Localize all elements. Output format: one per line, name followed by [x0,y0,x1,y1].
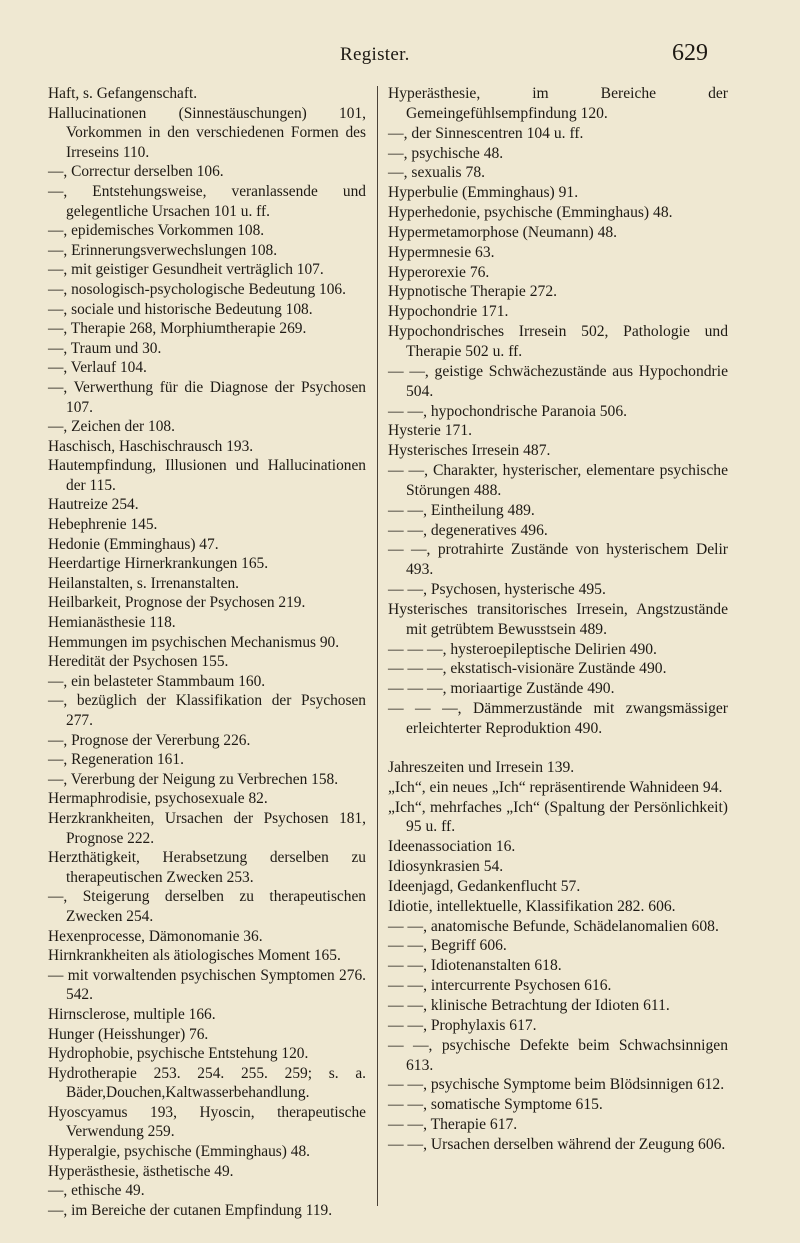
index-entry: —, ein belasteter Stammbaum 160. [48,672,266,690]
index-entry: — —, anatomische Befunde, Schädelanomalien 608. [388,917,719,935]
index-entry: — —, Psychosen, hysterische 495. [388,581,606,599]
index-entry: — —, klinische Betrachtung der Idioten 611. [388,996,670,1014]
index-entry: Hebephrenie 145. [48,516,158,534]
index-entry: — —, Therapie 617. [388,1116,518,1134]
index-entry: Hysterie 171. [388,422,473,440]
index-entry: Hypnotische Therapie 272. [388,283,558,301]
index-entry: — — —, hysteroepileptische Delirien 490. [388,640,657,658]
index-entry: Hyperbulie (Emminghaus) 91. [388,184,579,202]
index-entry: —, mit geistiger Gesundheit verträglich 107. [48,261,324,279]
index-entry: Hyperästhesie, ästhetische 49. [48,1162,234,1180]
index-entry: — —, psychische Symptome beim Blödsinnigen 612. [388,1076,725,1094]
index-entry: — —, hypochondrische Paranoia 506. [388,402,628,420]
index-entry: Ideenassociation 16. [388,838,516,856]
index-entry: — —, protrahirte Zustände von hysterischem Delir 493. [388,541,728,579]
index-entry: — —, Ursachen derselben während der Zeugung 606. [388,1135,726,1153]
index-entry: —, im Bereiche der cutanen Empfindung 119. [48,1201,333,1219]
index-entry: Jahreszeiten und Irresein 139. [388,758,575,776]
index-entry: —, psychische 48. [388,144,504,162]
index-entry: Haft, s. Gefangenschaft. [48,85,198,102]
index-entry: Herzkrankheiten, Ursachen der Psychosen 181, Prognose 222. [48,809,366,847]
index-entry: — —, degeneratives 496. [388,521,548,539]
index-entry: Idiotie, intellektuelle, Klassifikation 282. 606. [388,897,676,915]
index-entry: Hyperalgie, psychische (Emminghaus) 48. [48,1143,311,1161]
index-entry: Hydrophobie, psychische Entstehung 120. [48,1045,309,1063]
index-entry: —, Regeneration 161. [48,751,184,769]
index-entry: —, bezüglich der Klassifikation der Psychosen 277. [48,692,366,729]
index-entry: Hypermetamorphose (Neumann) 48. [388,223,618,241]
running-title: Register. [340,44,410,65]
index-entry: Hyoscyamus 193, Hyoscin, therapeutische Verwendung 259. [48,1103,366,1141]
index-section-ij [388,758,728,1155]
index-entry: Hemianästhesie 118. [48,614,176,632]
index-entry: — —, geistige Schwächezustände aus Hypochondrie 504. [388,362,728,400]
index-entry: — —, Eintheilung 489. [388,501,535,519]
index-entry: Hermaphrodisie, psychosexuale 82. [48,790,268,808]
index-entry: —, Steigerung derselben zu therapeutischen Zwecken 254. [48,888,366,925]
index-entry: —, sexualis 78. [388,164,486,182]
index-entry: Hysterisches Irresein 487. [388,442,551,460]
index-entry: „Ich“, ein neues „Ich“ repräsentirende Wahnideen 94. [388,778,723,796]
index-entry: Hypermnesie 63. [388,243,495,261]
index-entry: —, Correctur derselben 106. [48,163,224,181]
index-section-h [388,84,728,739]
index-entry: — —, Idiotenanstalten 618. [388,957,562,975]
index-entry: Hemmungen im psychischen Mechanismus 90. [48,633,340,651]
page-number: 629 [672,40,708,66]
index-entry: —, Verwerthung für die Diagnose der Psychosen 107. [48,378,366,416]
index-entry: Hallucinationen (Sinnestäuschungen) 101, Vorkommen in den verschiedenen Formen des Irreseins 110. [48,104,366,161]
index-entry: Heilbarkeit, Prognose der Psychosen 219. [48,594,306,612]
index-entry: Hyperhedonie, psychische (Emminghaus) 48. [388,204,673,222]
index-column-right [388,84,728,1155]
index-entry: —, sociale und historische Bedeutung 108. [48,300,313,318]
index-entry: —, Traum und 30. [48,339,162,357]
index-entry: —, Vererbung der Neigung zu Verbrechen 158. [48,770,339,788]
index-entry: Heerdartige Hirnerkrankungen 165. [48,555,269,573]
index-entry: Heredität der Psychosen 155. [48,653,229,671]
index-entry: Idiosynkrasien 54. [388,858,504,876]
index-entry: —, Entstehungsweise, veranlassende und gelegentliche Ursachen 101 u. ff. [48,182,366,220]
index-entry: Herzthätigkeit, Herabsetzung derselben zu therapeutischen Zwecken 253. [48,849,366,886]
index-entry: —, Prognose der Vererbung 226. [48,731,251,749]
index-entry: — — —, ekstatisch-visionäre Zustände 490. [388,660,667,678]
index-entry: Hyperorexie 76. [388,263,490,281]
index-entry: —, epidemisches Vorkommen 108. [48,222,265,240]
index-entry: —, Therapie 268, Morphiumtherapie 269. [48,320,307,338]
index-entry: —, der Sinnescentren 104 u. ff. [388,124,584,142]
index-entry: Heilanstalten, s. Irrenanstalten. [48,574,240,592]
index-entry: Hypochondrie 171. [388,303,509,321]
index-entry: — —, intercurrente Psychosen 616. [388,977,612,995]
index-entry: —, ethische 49. [48,1182,145,1200]
index-entry: Haschisch, Haschischrausch 193. [48,437,254,455]
index-entry: Hysterisches transitorisches Irresein, Angstzustände mit getrübtem Bewusstsein 489. [388,600,728,638]
section-gap [388,739,728,758]
index-entry: — —, psychische Defekte beim Schwachsinnigen 613. [388,1036,728,1074]
column-divider [377,86,378,1206]
index-entry: Hedonie (Emminghaus) 47. [48,535,219,553]
index-entry: Hirnkrankheiten als ätiologisches Moment 165. [48,947,341,965]
index-entry: —, Verlauf 104. [48,359,147,377]
index-entry: —, Erinnerungsverwechslungen 108. [48,241,278,259]
index-entry: —, nosologisch-psychologische Bedeutung 106. [48,280,346,298]
index-entry: — mit vorwaltenden psychischen Symptomen 276. 542. [48,966,366,1004]
index-entry: — — —, Dämmerzustände mit zwangsmässiger erleichterter Reproduktion 490. [388,700,728,737]
index-entry: Hypochondrisches Irresein 502, Pathologie und Therapie 502 u. ff. [388,323,728,360]
index-entry: Hydrotherapie 253. 254. 255. 259; s. a. Bäder,Douchen,Kaltwasserbehandlung. [48,1064,366,1102]
index-entry: Hautempfindung, Illusionen und Hallucinationen der 115. [48,457,366,494]
page-header [0,40,800,70]
index-entry: Ideenjagd, Gedankenflucht 57. [388,877,581,895]
index-entry: Hautreize 254. [48,496,139,514]
index-entry: — —, somatische Symptome 615. [388,1096,603,1114]
index-entry: Hunger (Heisshunger) 76. [48,1025,209,1043]
index-entry: — —, Begriff 606. [388,937,507,955]
index-entry: —, Zeichen der 108. [48,418,175,436]
index-entry: — —, Charakter, hysterischer, elementare psychische Störungen 488. [388,462,728,499]
index-entry: — — —, moriaartige Zustände 490. [388,680,615,698]
index-entry: Hirnsclerose, multiple 166. [48,1005,216,1023]
index-entry: Hexenprocesse, Dämonomanie 36. [48,927,263,945]
index-entry: Hyperästhesie, im Bereiche der Gemeingefühlsempfindung 120. [388,85,728,122]
index-column-left [48,84,366,1220]
index-entry: — —, Prophylaxis 617. [388,1016,537,1034]
index-entry: „Ich“, mehrfaches „Ich“ (Spaltung der Persönlichkeit) 95 u. ff. [388,798,728,836]
